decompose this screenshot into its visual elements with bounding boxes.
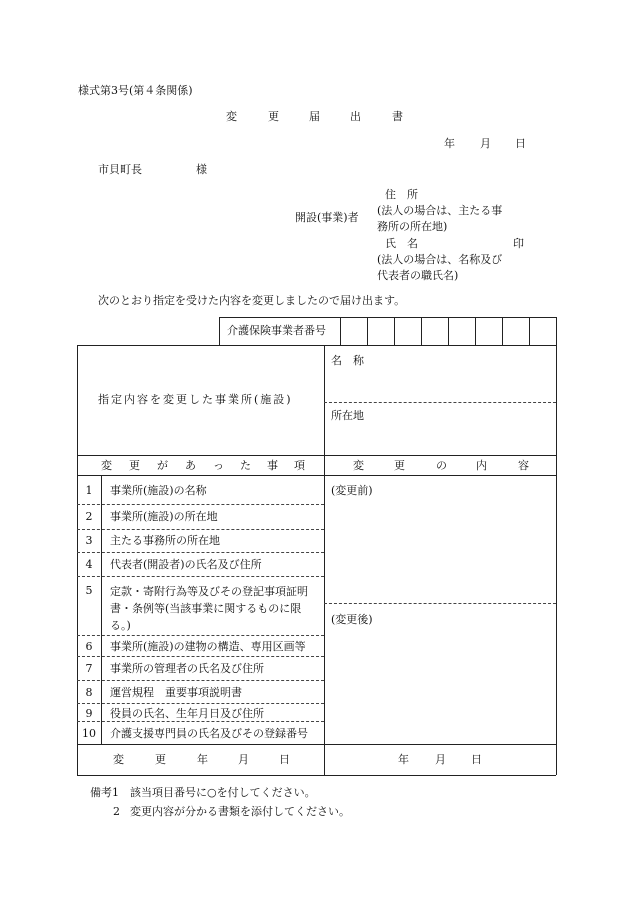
- name-note: (法人の場合は、名称及び: [377, 253, 503, 266]
- item-text: 介護支援専門員の氏名及びその登録番号: [110, 727, 308, 740]
- addressee-name: 市貝町長: [98, 163, 142, 176]
- change-date-char: 日: [279, 753, 290, 766]
- title-char: 出: [350, 110, 361, 123]
- address-note: 務所の所在地): [377, 220, 448, 233]
- provider-number-label: 介護保険事業者番号: [227, 324, 326, 337]
- address-note: (法人の場合は、主たる事: [377, 204, 503, 217]
- note-text: 変更内容が分かる書類を添付してください。: [130, 805, 350, 818]
- item-number: 3: [85, 534, 93, 547]
- item-text: 定款・寄附行為等及びその登記事項証明書・条例等(当該事業に関するものに限る。): [110, 585, 308, 632]
- header-char: 事: [267, 459, 278, 472]
- date-day: 日: [515, 137, 526, 150]
- header-char: の: [436, 459, 447, 472]
- header-char: っ: [213, 459, 224, 472]
- header-char: 更: [394, 459, 405, 472]
- item-text: 役員の氏名、生年月日及び住所: [110, 707, 264, 720]
- item-text: 事業所(施設)の名称: [110, 484, 207, 497]
- item-text: 事業所(施設)の所在地: [110, 510, 218, 523]
- header-char: 容: [518, 459, 529, 472]
- header-char: た: [240, 459, 251, 472]
- item-text: 運営規程 重要事項説明書: [110, 686, 242, 699]
- item-text: 代表者(開設者)の氏名及び住所: [110, 558, 262, 571]
- header-char: 更: [129, 459, 140, 472]
- note-prefix: 2: [113, 805, 120, 818]
- item-text: 事業所(施設)の建物の構造、専用区画等: [110, 640, 306, 653]
- item-number: 10: [82, 727, 96, 740]
- change-date-year: 年: [398, 753, 409, 766]
- change-date-day: 日: [471, 753, 482, 766]
- header-char: 項: [294, 459, 305, 472]
- title-char: 届: [309, 110, 320, 123]
- title-char: 書: [392, 110, 403, 123]
- name-label: 氏 名: [385, 237, 418, 250]
- item-number: 5: [85, 584, 93, 597]
- applicant-role: 開設(事業)者: [295, 211, 359, 224]
- before-label: (変更前): [331, 484, 373, 497]
- item-text: 主たる事務所の所在地: [110, 534, 220, 547]
- item-text: 事業所の管理者の氏名及び住所: [110, 662, 264, 675]
- facility-location-label: 所在地: [331, 409, 364, 422]
- change-date-month: 月: [435, 753, 446, 766]
- item-number: 7: [85, 662, 93, 675]
- item-number: 2: [85, 510, 93, 523]
- change-date-char: 月: [238, 753, 249, 766]
- note-text: 該当項目番号に○を付してください。: [130, 786, 316, 799]
- item-number: 6: [85, 640, 93, 653]
- change-date-char: 変: [113, 753, 124, 766]
- header-char: 内: [476, 459, 487, 472]
- item-number: 1: [85, 484, 93, 497]
- title-char: 変: [226, 110, 237, 123]
- header-char: が: [157, 459, 168, 472]
- item-number: 4: [85, 558, 93, 571]
- title-char: 更: [268, 110, 279, 123]
- note-prefix: 備考1: [90, 786, 119, 799]
- header-char: 変: [101, 459, 112, 472]
- name-note: 代表者の職氏名): [377, 269, 459, 282]
- date-year: 年: [444, 137, 455, 150]
- item-number: 9: [85, 707, 93, 720]
- address-label: 住 所: [385, 188, 418, 201]
- change-date-char: 年: [197, 753, 208, 766]
- after-label: (変更後): [331, 613, 373, 626]
- facility-label: 指定内容を変更した事業所(施設): [98, 393, 293, 406]
- date-month: 月: [480, 137, 491, 150]
- change-date-char: 更: [155, 753, 166, 766]
- facility-name-label: 名 称: [331, 354, 364, 367]
- header-char: 変: [353, 459, 364, 472]
- intro-text: 次のとおり指定を受けた内容を変更しましたので届け出ます。: [98, 294, 406, 307]
- header-char: あ: [185, 459, 196, 472]
- item-number: 8: [85, 686, 93, 699]
- form-number: 様式第3号(第４条関係): [78, 84, 193, 97]
- addressee-honorific: 様: [196, 163, 207, 176]
- seal-mark: 印: [513, 237, 524, 250]
